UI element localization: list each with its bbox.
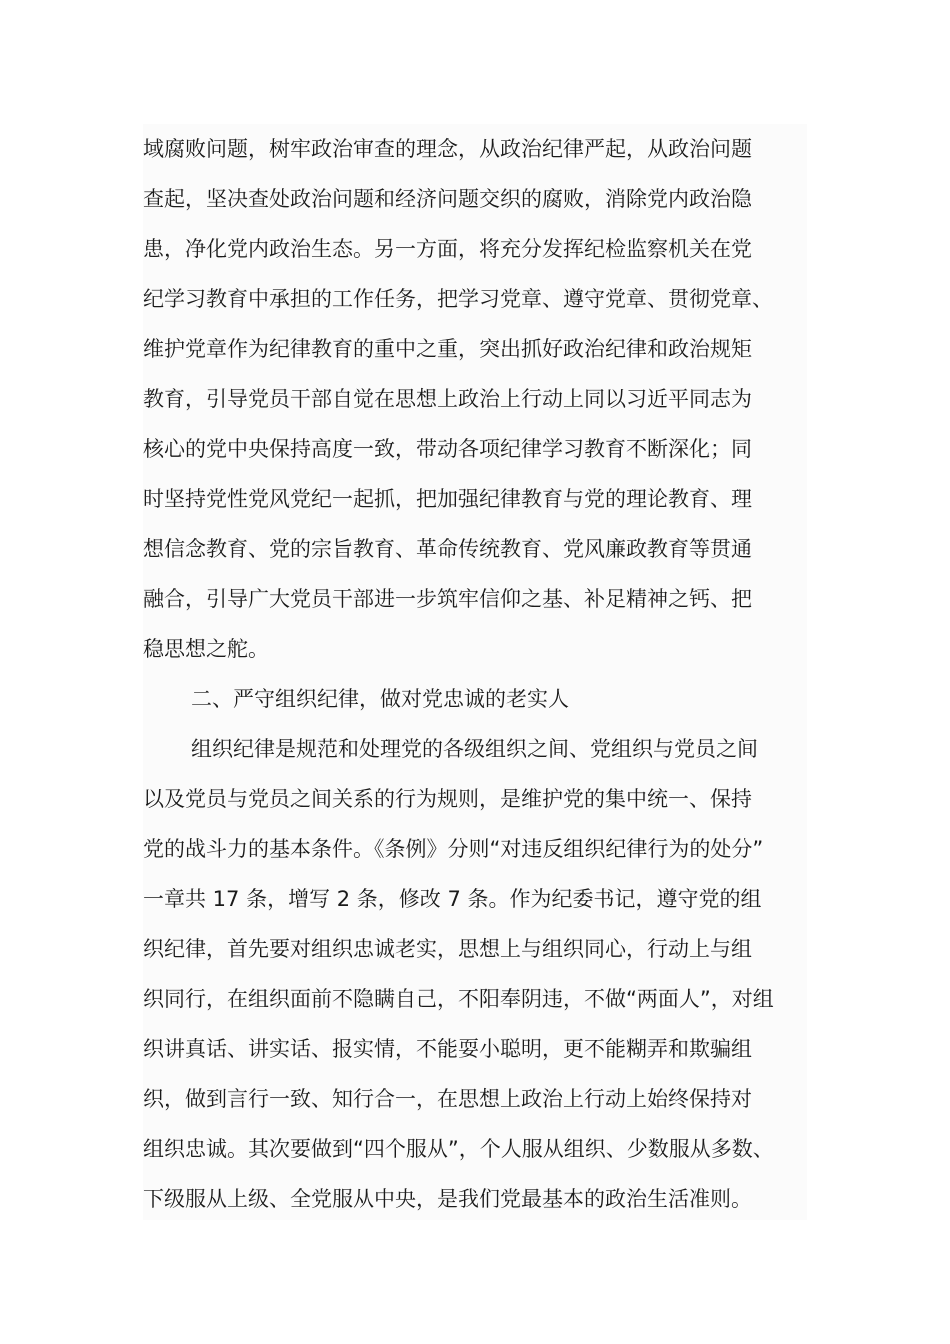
text-line: 融合，引导广大党员干部进一步筑牢信仰之基、补足精神之钙、把 [143, 587, 752, 611]
text-line: 查起，坚决查处政治问题和经济问题交织的腐败，消除党内政治隐 [143, 187, 752, 211]
text-line: 织同行，在组织面前不隐瞒自己，不阳奉阴违，不做“两面人”，对组 [143, 987, 774, 1011]
text-line: 组织纪律是规范和处理党的各级组织之间、党组织与党员之间 [191, 737, 758, 761]
text-line: 纪学习教育中承担的工作任务，把学习党章、遵守党章、贯彻党章、 [143, 287, 773, 311]
text-line: 织，做到言行一致、知行合一，在思想上政治上行动上始终保持对 [143, 1087, 752, 1111]
text-line: 一章共 17 条，增写 2 条，修改 7 条。作为纪委书记，遵守党的组 [143, 887, 762, 911]
text-line: 时坚持党性党风党纪一起抓，把加强纪律教育与党的理论教育、理 [143, 487, 752, 511]
text-line: 维护党章作为纪律教育的重中之重，突出抓好政治纪律和政治规矩 [143, 337, 752, 361]
text-line: 织纪律，首先要对组织忠诚老实，思想上与组织同心，行动上与组 [143, 937, 752, 961]
section-heading: 二、严守组织纪律，做对党忠诚的老实人 [191, 687, 569, 711]
text-line: 下级服从上级、全党服从中央，是我们党最基本的政治生活准则。 [143, 1187, 752, 1211]
text-line: 织讲真话、讲实话、报实情，不能耍小聪明，更不能糊弄和欺骗组 [143, 1037, 752, 1061]
text-line: 想信念教育、党的宗旨教育、革命传统教育、党风廉政教育等贯通 [143, 537, 752, 561]
text-line: 党的战斗力的基本条件。《条例》分则“对违反组织纪律行为的处分” [143, 837, 764, 861]
text-line: 域腐败问题，树牢政治审查的理念，从政治纪律严起，从政治问题 [143, 137, 752, 161]
text-line: 患，净化党内政治生态。另一方面，将充分发挥纪检监察机关在党 [143, 237, 752, 261]
text-line: 以及党员与党员之间关系的行为规则，是维护党的集中统一、保持 [143, 787, 752, 811]
body-text [143, 124, 807, 1220]
text-line: 组织忠诚。其次要做到“四个服从”，个人服从组织、少数服从多数、 [143, 1137, 774, 1161]
text-line: 稳思想之舵。 [143, 637, 269, 661]
text-line: 教育，引导党员干部自觉在思想上政治上行动上同以习近平同志为 [143, 387, 752, 411]
text-line: 核心的党中央保持高度一致，带动各项纪律学习教育不断深化；同 [143, 437, 752, 461]
